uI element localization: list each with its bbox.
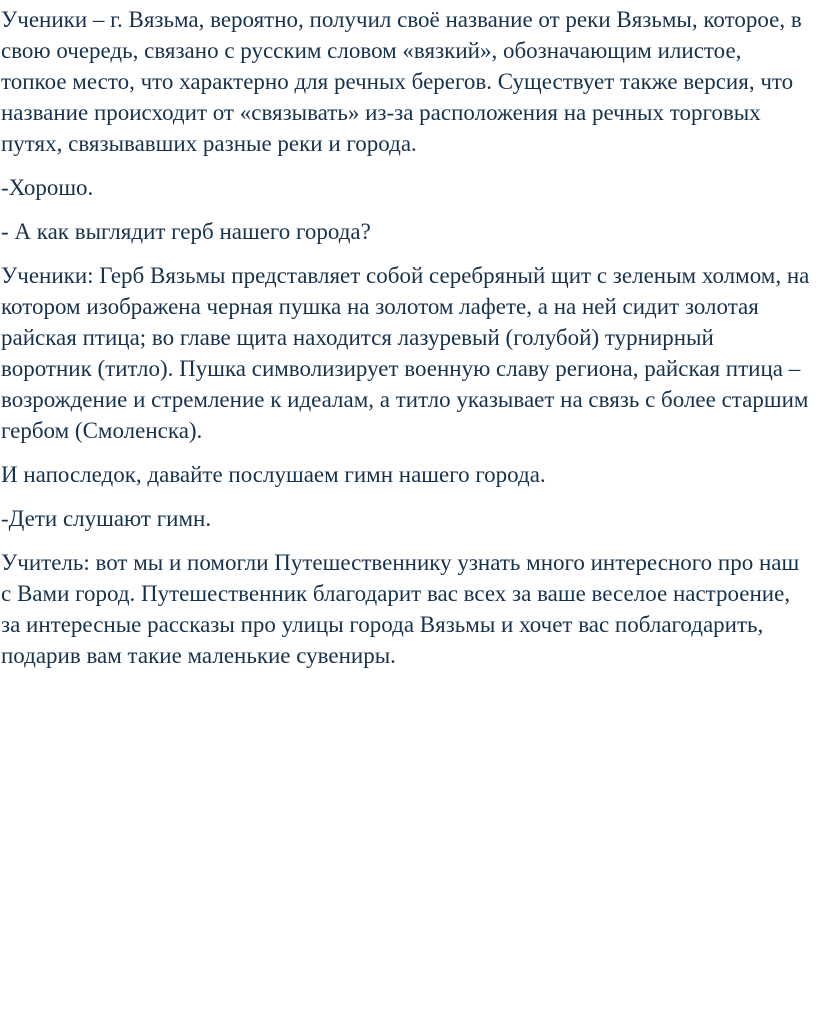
paragraph-good: -Хорошо. [1,175,94,200]
paragraph-anthem-invite: И напоследок, давайте послушаем гимн нашего города. [1,462,546,487]
paragraph-coat-question: - А как выглядит герб нашего города? [1,219,371,244]
paragraph-etymology: Ученики – г. Вязьма, вероятно, получил своё название от реки Вязьмы, которое, в свою очередь, связано с русским словом «вязкий», обозначающим илистое, топкое место, что характерно для речных берегов. Существует также версия, что название происходит от «связывать» из-за расположения на речных торговых путях, связывавших разные реки и города. [1,7,802,156]
paragraph-teacher-closing: Учитель: вот мы и помогли Путешественнику узнать много интересного про наш с Вами город. Путешественник благодарит вас всех за ваше веселое настроение, за интересные рассказы про улицы города Вязьмы и хочет вас поблагодарить, подарив вам такие маленькие сувениры. [1,550,800,668]
paragraph-children-listen: -Дети слушают гимн. [1,506,212,531]
paragraph-coat-of-arms: Ученики: Герб Вязьмы представляет собой серебряный щит с зеленым холмом, на котором изображена черная пушка на золотом лафете, а на ней сидит золотая райская птица; во главе щита находится лазуревый (голубой) турнирный воротник (титло). Пушка символизирует военную славу региона, райская птица – возрождение и стремление к идеалам, а титло указывает на связь с более старшим гербом (Смоленска). [1,263,810,443]
